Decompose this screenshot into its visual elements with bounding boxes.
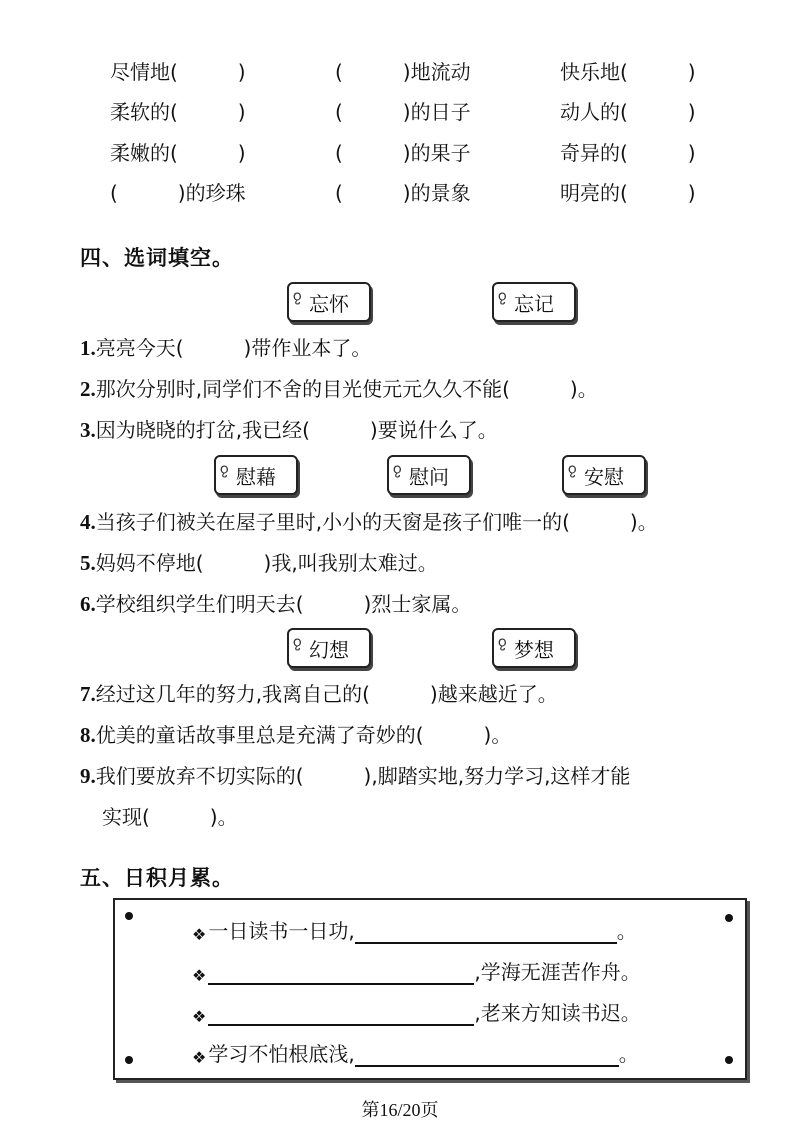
phrase-2-2: ( )的日子	[335, 100, 471, 124]
question-number: 4.	[80, 510, 96, 534]
poem-text: 一日读书一日功,	[208, 919, 355, 943]
question-1	[80, 332, 371, 361]
question-text: 学校组织学生们明天去( )烈士家属。	[95, 592, 472, 616]
phrase-3-3: 奇异的( )	[560, 141, 696, 165]
word-box	[492, 282, 576, 322]
phrase-1-2: ( )地流动	[335, 60, 471, 84]
phrase-2-3: 动人的( )	[560, 100, 696, 124]
question-text: 那次分别时,同学们不舍的目光使元元久久不能( )。	[95, 377, 598, 401]
question-text: 经过这几年的努力,我离自己的( )越来越近了。	[95, 682, 558, 706]
scroll-curl-icon: ჹ	[568, 460, 577, 478]
scroll-curl-icon: ჹ	[220, 460, 229, 478]
question-text: 亮亮今天( )带作业本了。	[95, 336, 372, 360]
scroll-curl-icon: ჹ	[393, 460, 402, 478]
phrase-1-3: 快乐地( )	[560, 60, 696, 84]
word-option: 忘怀	[309, 291, 349, 316]
question-2	[80, 373, 598, 402]
question-number: 3.	[80, 418, 96, 442]
question-text: 因为晓晓的打岔,我已经( )要说什么了。	[95, 418, 498, 442]
question-8	[80, 719, 511, 748]
question-number: 1.	[80, 336, 96, 360]
poem-text: 。	[618, 1042, 639, 1066]
word-box	[562, 455, 646, 495]
poem-text: ,学海无涯苦作舟。	[474, 960, 641, 984]
diamond-bullet-icon: ❖	[192, 925, 207, 944]
fill-in-blank[interactable]	[355, 1045, 619, 1067]
phrase-1-1: 尽情地( )	[110, 60, 246, 84]
word-option: 忘记	[514, 291, 554, 316]
poem-line-4	[192, 1038, 639, 1067]
phrase-3-2: ( )的果子	[335, 141, 471, 165]
question-4	[80, 506, 658, 535]
rivet-icon	[725, 914, 733, 922]
diamond-bullet-icon: ❖	[192, 1048, 207, 1067]
word-box	[287, 628, 371, 668]
poem-text: ,老来方知读书迟。	[474, 1001, 641, 1025]
word-box	[214, 455, 298, 495]
word-box	[387, 455, 471, 495]
question-9-continuation: 实现( )。	[102, 805, 238, 829]
scroll-curl-icon: ჹ	[498, 633, 507, 651]
phrase-4-1: ( )的珍珠	[110, 181, 246, 205]
poem-text: 学习不怕根底浅,	[208, 1042, 355, 1066]
scroll-curl-icon: ჹ	[293, 287, 302, 305]
question-number: 6.	[80, 592, 96, 616]
question-number: 2.	[80, 377, 96, 401]
poem-line-2	[192, 956, 641, 985]
word-box	[287, 282, 371, 322]
section5-title: 五、日积月累。	[80, 866, 234, 890]
question-text: 优美的童话故事里总是充满了奇妙的( )。	[95, 723, 512, 747]
phrase-4-2: ( )的景象	[335, 181, 471, 205]
rivet-icon	[725, 1056, 733, 1064]
question-number: 7.	[80, 682, 96, 706]
poem-line-1	[192, 915, 637, 944]
fill-in-blank[interactable]	[355, 922, 617, 944]
fill-in-blank[interactable]	[208, 963, 474, 985]
word-option: 慰问	[409, 464, 449, 489]
phrase-4-3: 明亮的( )	[560, 181, 696, 205]
word-option: 慰藉	[236, 464, 276, 489]
word-option: 安慰	[584, 464, 624, 489]
diamond-bullet-icon: ❖	[192, 966, 207, 985]
fill-in-blank[interactable]	[208, 1004, 474, 1026]
question-number: 5.	[80, 551, 96, 575]
question-3	[80, 414, 498, 443]
word-box	[492, 628, 576, 668]
question-9	[80, 760, 630, 789]
phrase-3-1: 柔嫩的( )	[110, 141, 246, 165]
section4-title: 四、选词填空。	[80, 246, 234, 270]
question-6	[80, 588, 471, 617]
question-5	[80, 547, 438, 576]
question-7	[80, 678, 558, 707]
diamond-bullet-icon: ❖	[192, 1007, 207, 1026]
scroll-curl-icon: ჹ	[293, 633, 302, 651]
question-number: 9.	[80, 764, 96, 788]
page-number: 第16/20页	[361, 1100, 439, 1120]
question-text: 妈妈不停地( )我,叫我别太难过。	[95, 551, 438, 575]
question-number: 8.	[80, 723, 96, 747]
poem-line-3	[192, 997, 641, 1026]
rivet-icon	[125, 1056, 133, 1064]
scroll-curl-icon: ჹ	[498, 287, 507, 305]
rivet-icon	[125, 912, 133, 920]
word-option: 梦想	[514, 637, 554, 662]
word-option: 幻想	[309, 637, 349, 662]
question-text: 当孩子们被关在屋子里时,小小的天窗是孩子们唯一的( )。	[95, 510, 658, 534]
question-text: 我们要放弃不切实际的( ),脚踏实地,努力学习,这样才能	[95, 764, 631, 788]
poem-text: 。	[616, 919, 637, 943]
phrase-2-1: 柔软的( )	[110, 100, 246, 124]
